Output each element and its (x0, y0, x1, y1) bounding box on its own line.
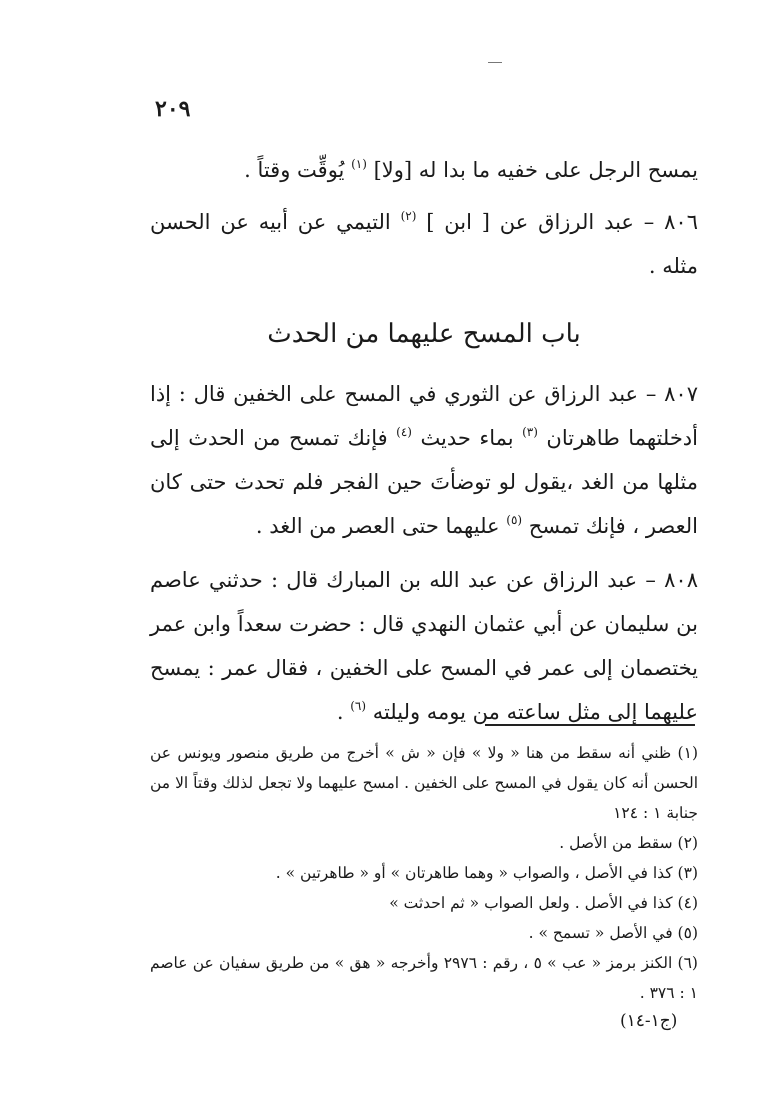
footnote-ref: (٣) (522, 425, 538, 439)
entry-807-text: ٨٠٧ – عبد الرزاق عن الثوري في المسح على الخفين قال : إذا أدخلتهما طاهرتان (150, 382, 698, 450)
entry-806 (150, 200, 698, 288)
continuation-line (150, 148, 698, 192)
footnote-3: (٣) كذا في الأصل ، والصواب « وهما طاهرتان » أو « طاهرتين » . (275, 864, 698, 882)
footnote-ref: (٥) (506, 513, 523, 527)
chapter-heading: باب المسح عليهما من الحدث (267, 319, 581, 349)
entry-808 (150, 558, 698, 734)
continuation-text: يمسح الرجل على خفيه ما بدا له [ولا] (373, 158, 698, 182)
footnote-5: (٥) في الأصل « تسمح » . (528, 924, 698, 942)
footnote-6: (٦) الكنز برمز « عب » ٥ ، رقم : ٢٩٧٦ وأخرجه « هق » من طريق سفيان عن عاصم ١ : ٣٧٦ . (150, 954, 698, 1002)
entry-808-text-end: . (336, 700, 344, 724)
entry-807-text: بماء حديث (420, 426, 514, 450)
footnote-1: (١) ظني أنه سقط من هنا « ولا » فإن « ش » أخرج من طريق منصور ويونس عن الحسن أنه كان يقول في المسح على الخفين . امسح عليهما ولا تجعل لذلك وقتاً الا من جنابة ١ : ١٢٤ (150, 744, 698, 822)
footnote-ref: (١) (351, 157, 367, 171)
page-number: ٢٠٩ (155, 96, 191, 122)
footnote-2: (٢) سقط من الأصل . (559, 834, 698, 852)
entry-806-text-end: التيمي عن أبيه عن الحسن مثله . (150, 210, 698, 278)
footnote-separator (485, 724, 695, 726)
entry-807-text-end: عليهما حتى العصر من الغد . (255, 514, 500, 538)
entry-807 (150, 372, 698, 548)
footnote-ref: (٢) (400, 209, 417, 223)
footnote-ref: (٤) (396, 425, 412, 439)
continuation-text-end: يُوقِّت وقتاً . (244, 158, 345, 182)
footnote-ref: (٦) (350, 699, 367, 713)
entry-806-text: ٨٠٦ – عبد الرزاق عن [ ابن ] (426, 210, 698, 234)
footnote-4: (٤) كذا في الأصل . ولعل الصواب « ثم احدثت » (389, 894, 698, 912)
entry-807-text: فإنك تمسح من الحدث إلى مثلها من الغد ،يقول لو توضأتَ حين الفجر فلم تحدث حتى كان العصر ، فإنك تمسح (150, 426, 698, 538)
top-mark (488, 62, 502, 63)
sheet-mark: (ج١-١٤) (620, 1011, 678, 1031)
entry-808-text: ٨٠٨ – عبد الرزاق عن عبد الله بن المبارك قال : حدثني عاصم بن سليمان عن أبي عثمان النهدي قال : حضرت سعداً وابن عمر يختصمان إلى عمر في المسح على الخفين ، فقال عمر : يمسح عليهما إلى مثل ساعته من يومه وليلته (150, 568, 698, 724)
footnotes (150, 738, 698, 1008)
